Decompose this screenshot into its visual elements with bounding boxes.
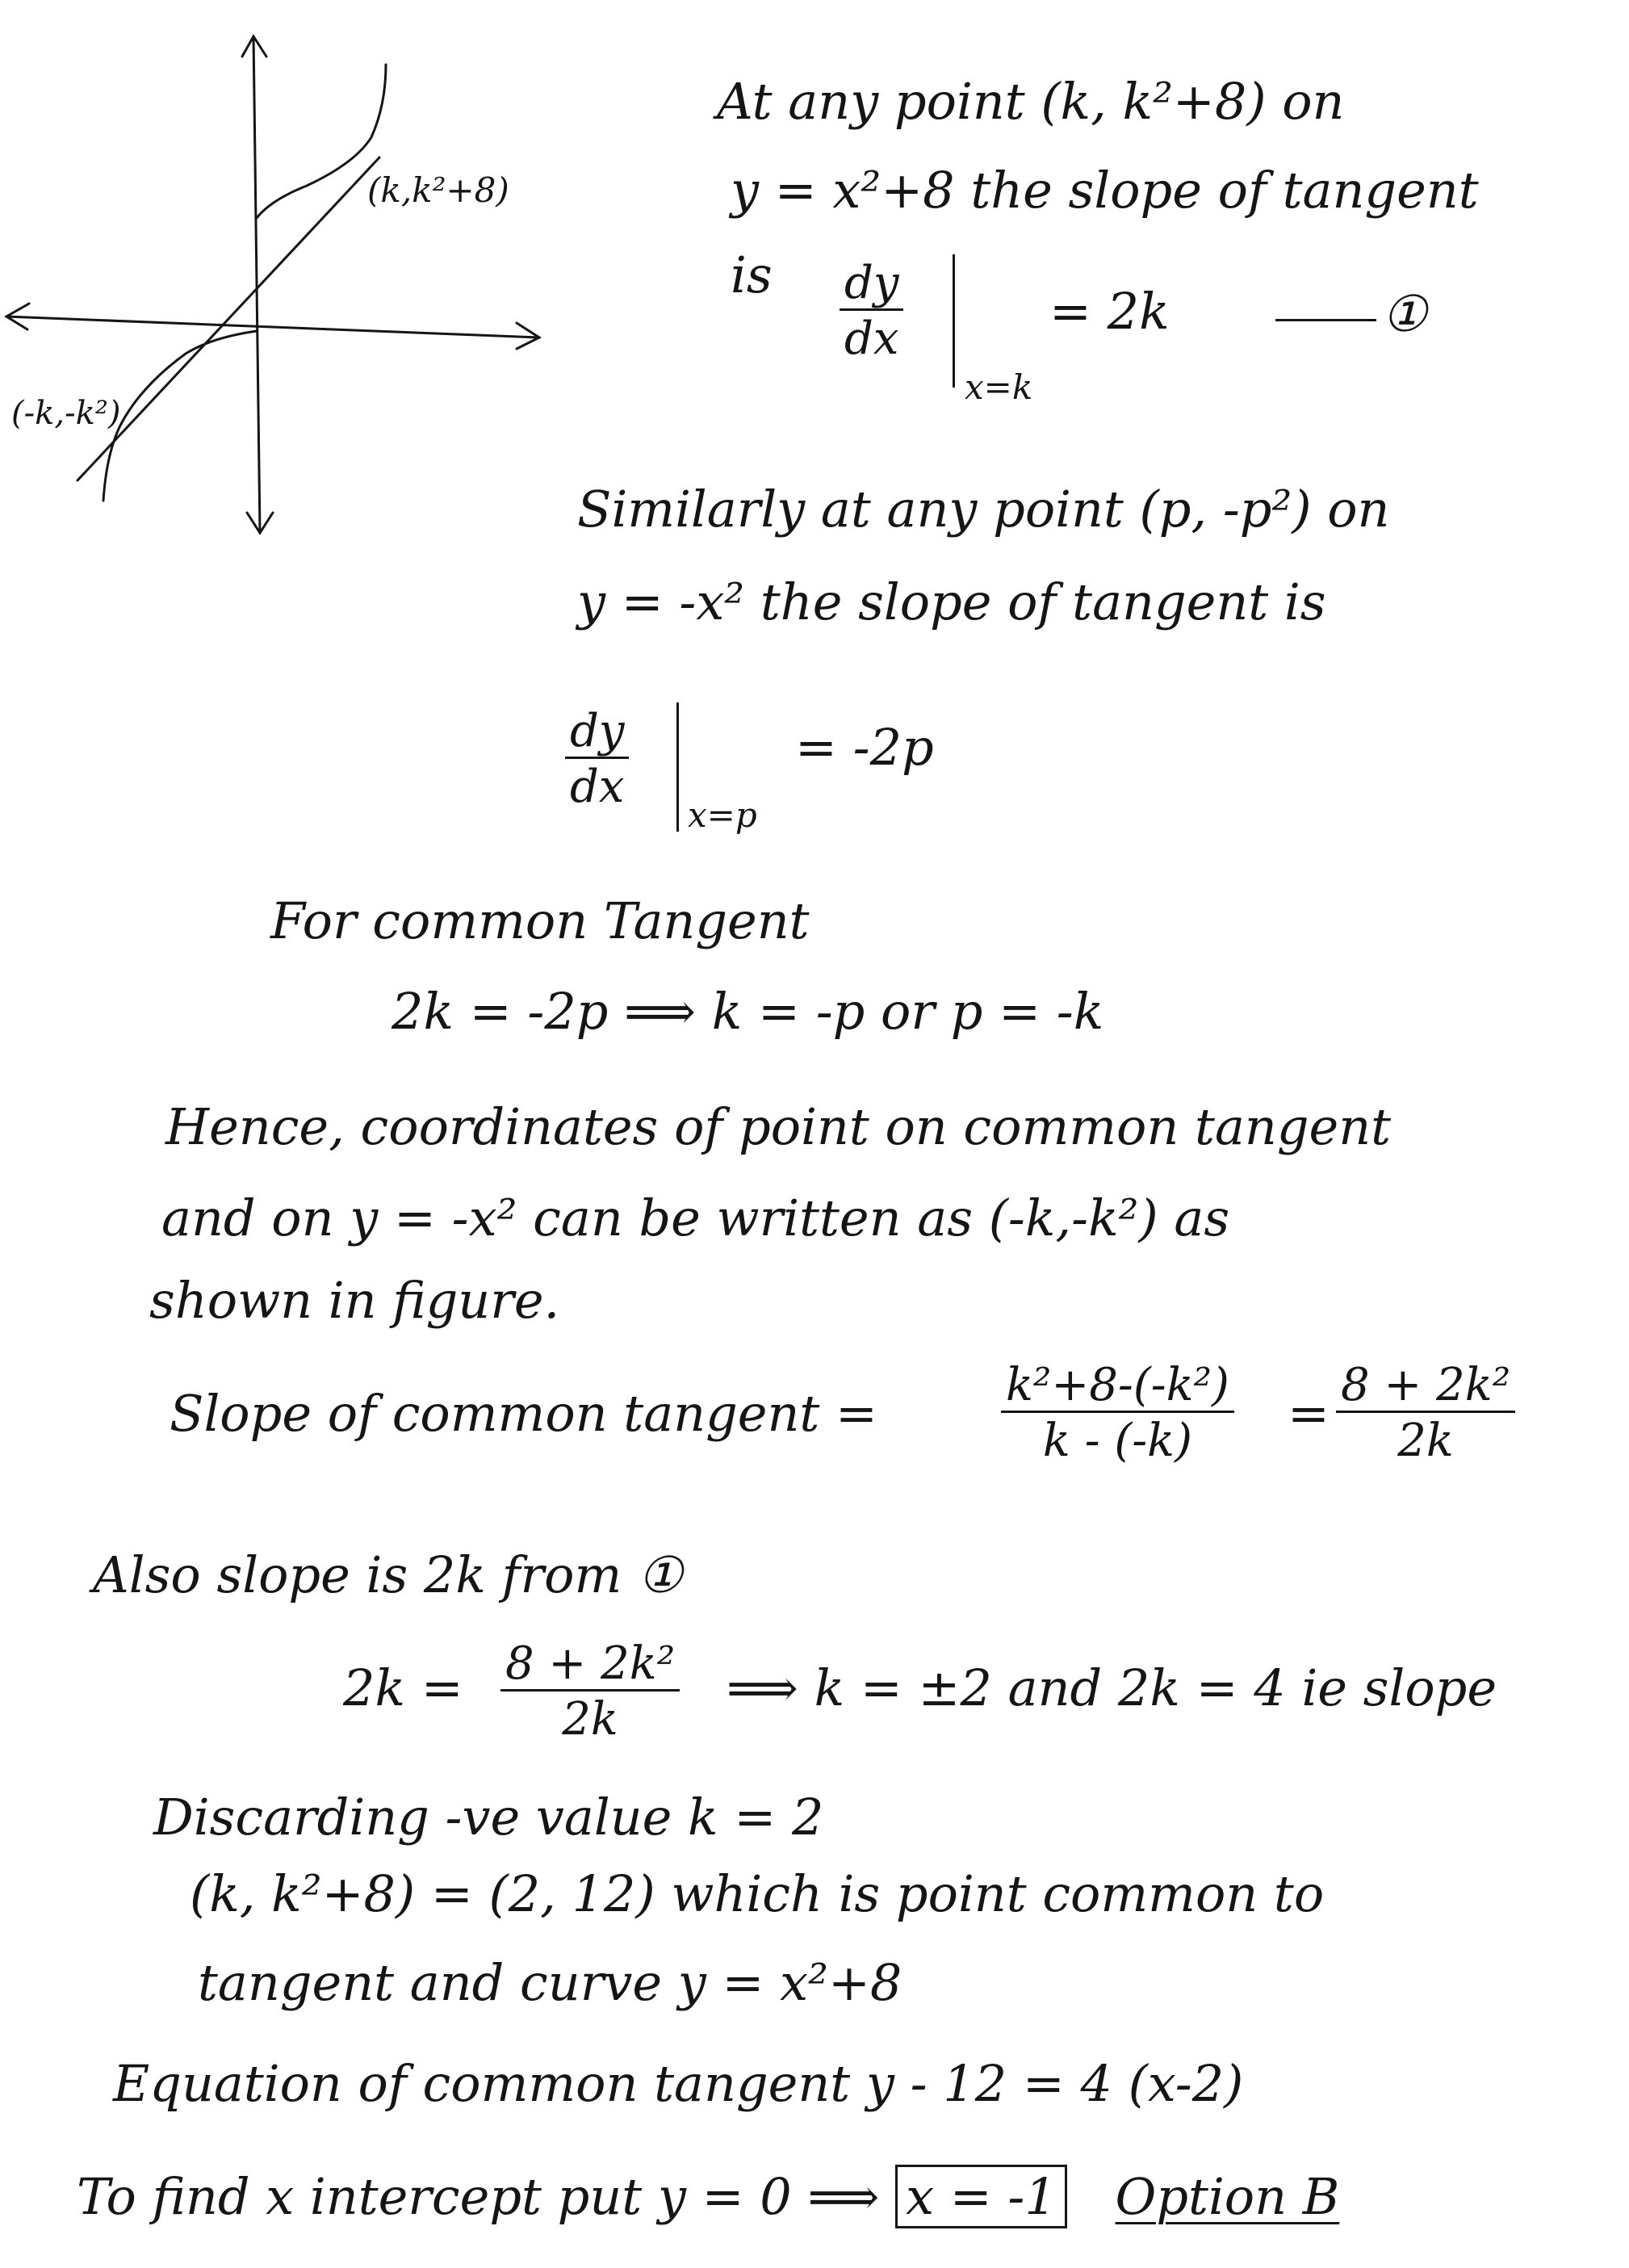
lower-point-label: (-k,-k²) [11,395,121,432]
s2-evaluation-bar [676,702,679,832]
s3-line1: For common Tangent [270,891,810,950]
s7-line5 [77,2167,1340,2226]
s2-line2: y = -x² the slope of tangent is [577,572,1326,631]
s1-equation-tag: ① [1382,284,1427,343]
s7-line4: Equation of common tangent y - 12 = 4 (x-2) [113,2054,1244,2113]
s6-lhs: 2k = [343,1658,463,1717]
s4-line3: shown in figure. [149,1271,560,1330]
s6-rhs: ⟹ k = ±2 and 2k = 4 ie slope [727,1658,1497,1717]
s1-leader-line [1275,319,1376,321]
lower-parabola-curve [103,331,257,501]
s4-line2: and on y = -x² can be written as (-k,-k²) as [161,1188,1230,1247]
s1-derivative-fraction [840,258,903,363]
s1-dx: dx [840,308,903,364]
s7-line1: Discarding -ve value k = 2 [153,1788,824,1847]
s7-line2: (k, k²+8) = (2, 12) which is point common to [190,1864,1325,1923]
s5-fraction-1 [1001,1360,1234,1465]
s5-frac1-denominator: k - (-k) [1001,1411,1234,1466]
s2-dy: dy [570,705,625,757]
s5-fraction-2 [1336,1360,1515,1465]
s1-line1: At any point (k, k²+8) on [717,72,1345,131]
s6-fraction [500,1639,680,1744]
s2-dx: dx [565,757,629,812]
s5-frac2-numerator: 8 + 2k² [1341,1359,1511,1411]
s7-line5-prefix: To find x intercept put y = 0 ⟹ [77,2167,880,2226]
s5-frac1-numerator: k²+8-(-k²) [1006,1359,1229,1411]
s5-label: Slope of common tangent = [170,1384,877,1443]
s5-frac2-denominator: 2k [1336,1411,1515,1466]
s2-derivative-fraction [565,706,629,811]
s4-line1: Hence, coordinates of point on common tangent [165,1097,1392,1156]
s6-frac-denominator: 2k [500,1689,680,1745]
s1-rhs: = 2k [1049,282,1170,341]
s1-eval-at: x=k [965,367,1033,407]
s1-dy: dy [844,257,899,309]
s6-frac-numerator: 8 + 2k² [505,1637,676,1690]
s2-eval-at: x=p [688,795,757,835]
tangent-sketch-figure [0,16,565,549]
common-tangent-line [77,157,379,480]
final-answer-box: x = -1 [895,2165,1067,2228]
s1-line2: y = x²+8 the slope of tangent [731,161,1479,220]
answer-option: Option B [1115,2167,1340,2226]
x-axis [6,317,539,337]
upper-parabola-curve [257,65,386,218]
s6-line1: Also slope is 2k from ① [93,1545,683,1604]
s2-rhs: = -2p [795,718,934,777]
s5-equals: = [1288,1384,1330,1443]
s1-is-word: is [731,245,773,304]
s1-evaluation-bar [953,254,955,388]
s2-line1: Similarly at any point (p, -p²) on [577,480,1390,539]
s7-line3: tangent and curve y = x²+8 [198,1953,902,2012]
s3-line2: 2k = -2p ⟹ k = -p or p = -k [392,982,1104,1041]
upper-point-label: (k,k²+8) [367,170,509,210]
